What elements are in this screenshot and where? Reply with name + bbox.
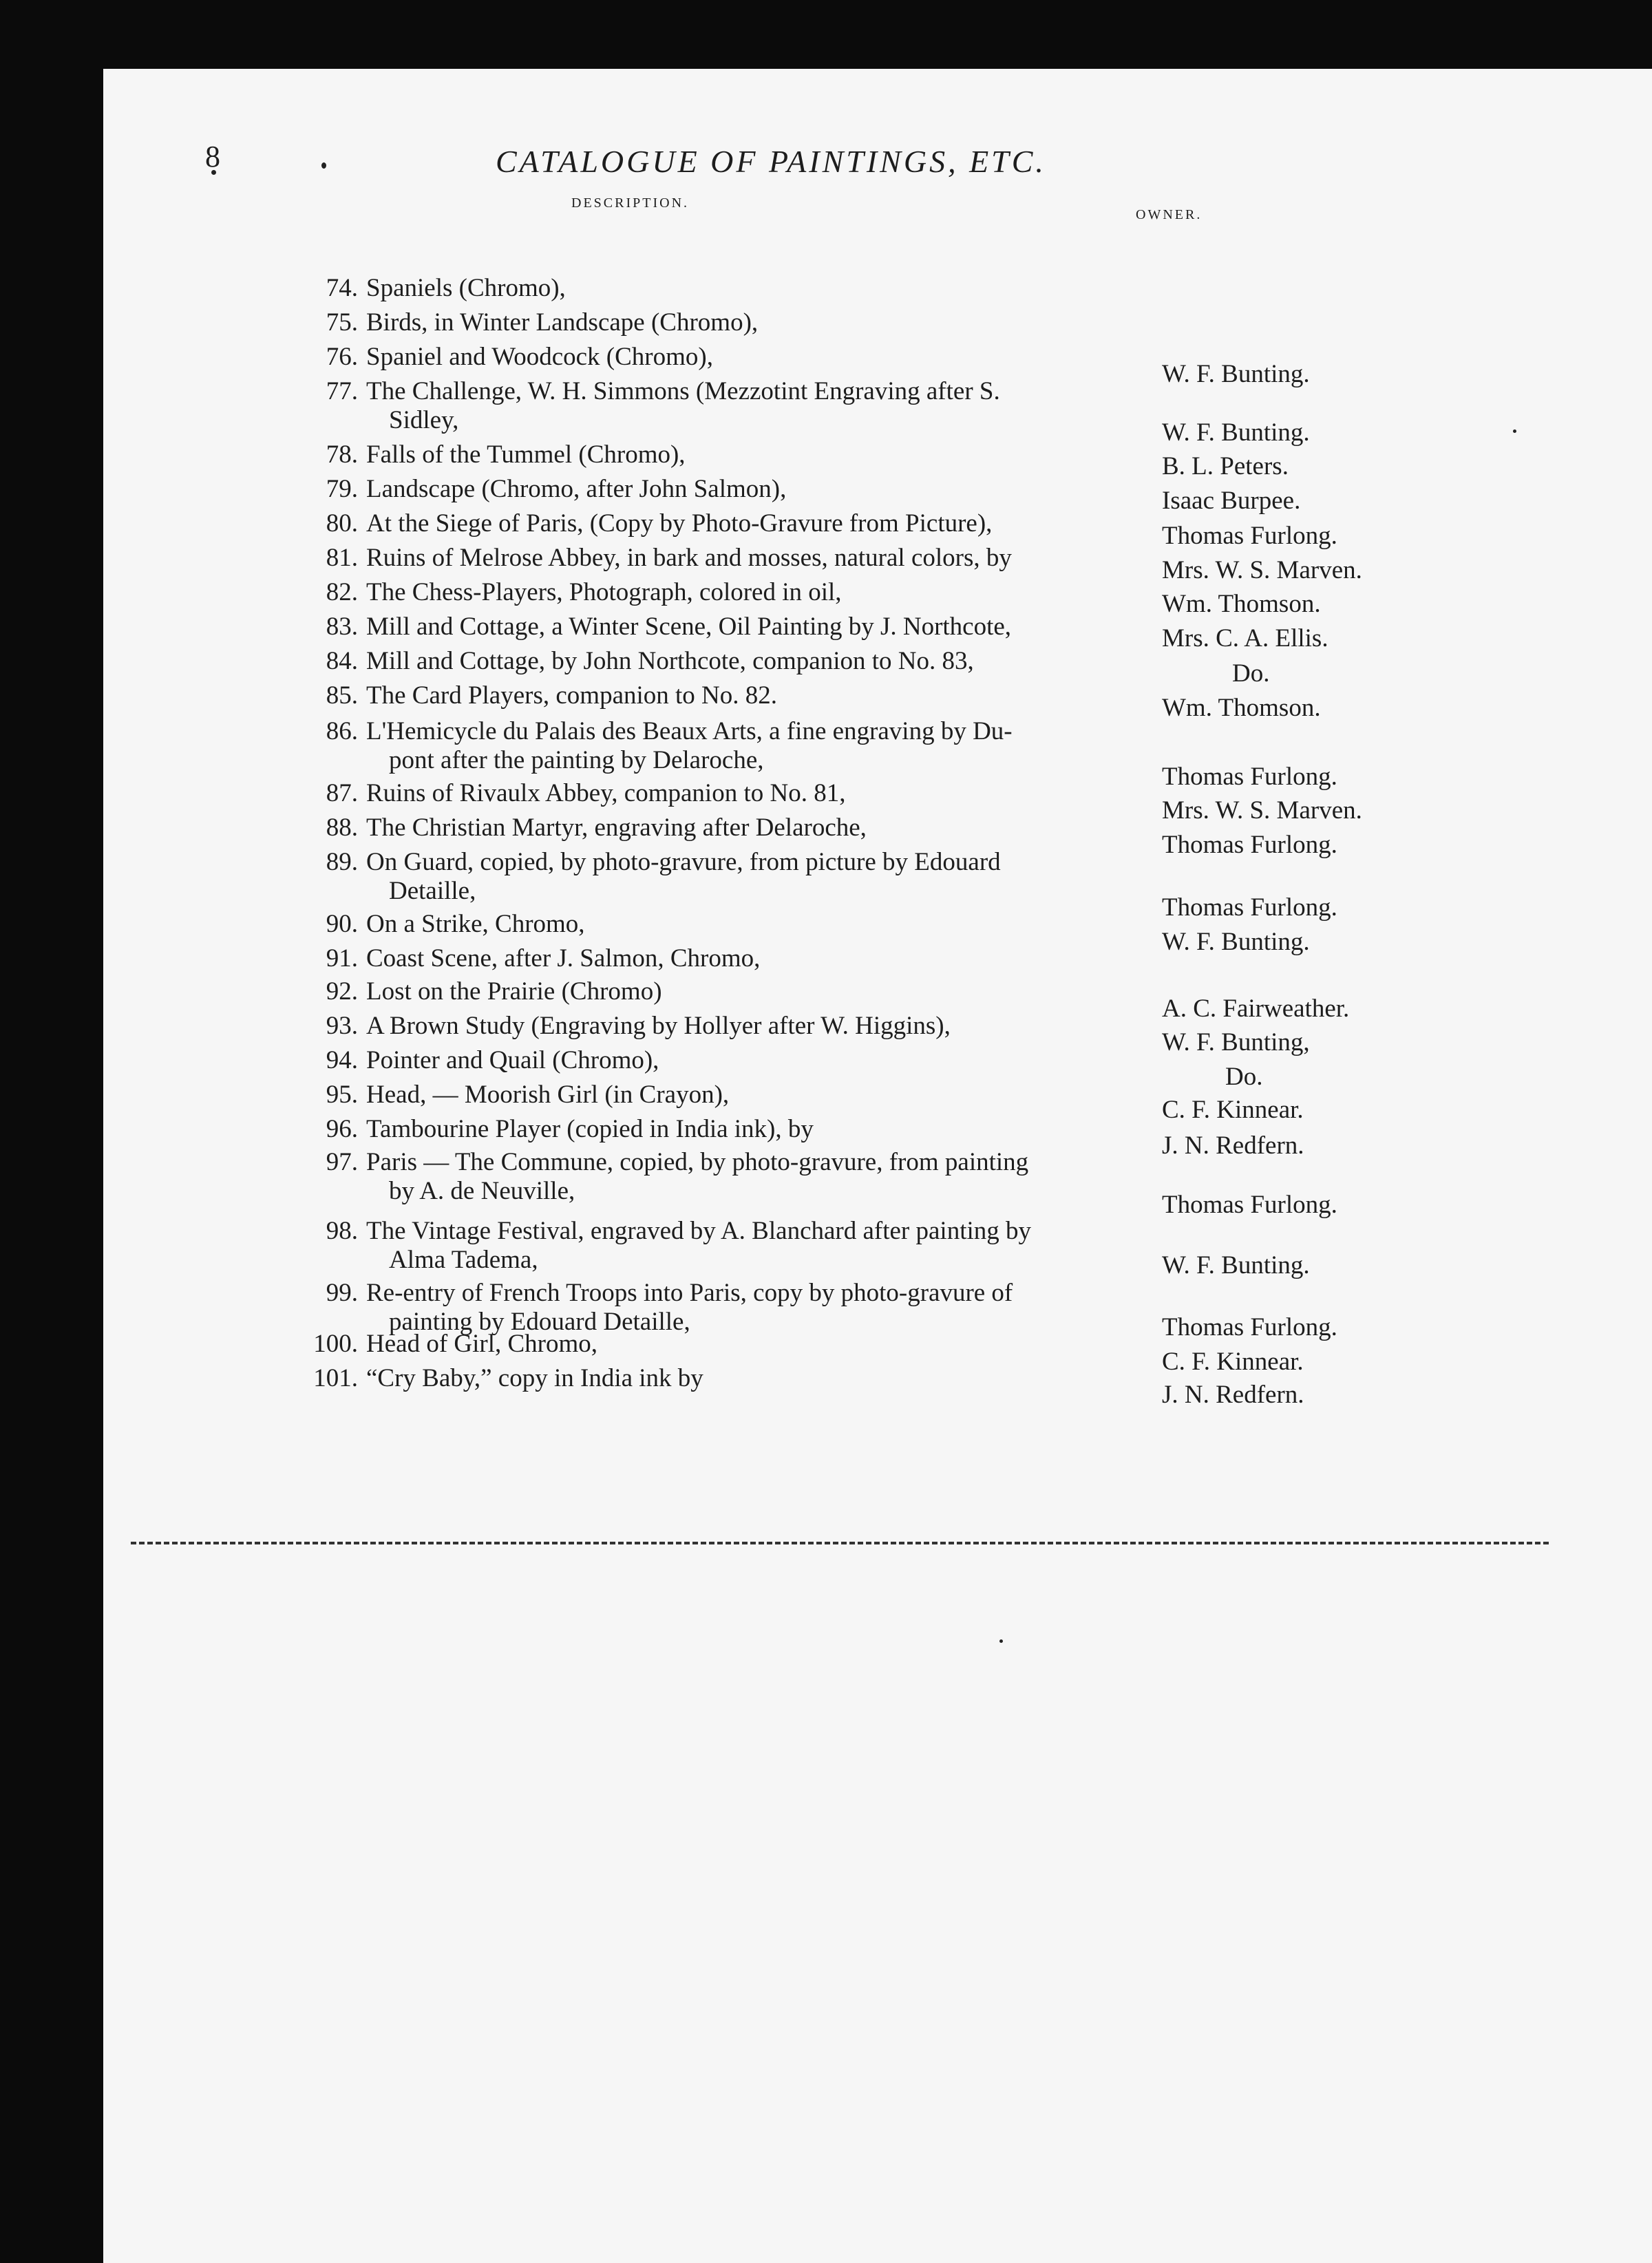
entry-owner: J. N. Redfern. xyxy=(1162,1381,1304,1409)
entry-description: Head of Girl, Chromo, xyxy=(366,1330,598,1358)
entry-description: Coast Scene, after J. Salmon, Chromo, xyxy=(366,944,761,973)
entry-number: 79. xyxy=(326,475,358,503)
entry-description: A Brown Study (Engraving by Hollyer after W. Higgins), xyxy=(366,1012,951,1040)
description-column-heading: DESCRIPTION. xyxy=(571,195,690,211)
entry-number: 78. xyxy=(326,440,358,469)
entry-description: Mill and Cottage, by John Northcote, companion to No. 83, xyxy=(366,647,974,675)
entry-owner: A. C. Fairweather. xyxy=(1162,995,1350,1023)
entry-owner: Thomas Furlong. xyxy=(1162,893,1337,922)
entry-owner: Wm. Thomson. xyxy=(1162,694,1321,722)
print-speck xyxy=(321,162,326,169)
entry-number: 74. xyxy=(326,274,358,302)
entry-description: The Challenge, W. H. Simmons (Mezzotint Engraving after S. xyxy=(366,377,1000,405)
entry-number: 75. xyxy=(326,308,358,337)
entry-description: Ruins of Rivaulx Abbey, companion to No. 81, xyxy=(366,779,846,807)
print-speck xyxy=(999,1639,1003,1643)
entry-description: Landscape (Chromo, after John Salmon), xyxy=(366,475,787,503)
entry-owner: W. F. Bunting. xyxy=(1162,360,1310,388)
entry-number: 89. xyxy=(326,848,358,876)
entry-description: Lost on the Prairie (Chromo) xyxy=(366,977,662,1006)
entry-owner: C. F. Kinnear. xyxy=(1162,1096,1304,1124)
entry-number: 76. xyxy=(326,343,358,371)
running-title: CATALOGUE OF PAINTINGS, ETC. xyxy=(496,144,1046,179)
entry-description-continuation: pont after the painting by Delaroche, xyxy=(389,746,764,774)
entry-description: Re-entry of French Troops into Paris, copy by photo-gravure of xyxy=(366,1279,1013,1307)
entry-description: Ruins of Melrose Abbey, in bark and mosses, natural colors, by xyxy=(366,544,1012,572)
entry-number: 101. xyxy=(313,1364,358,1392)
entry-number: 87. xyxy=(326,779,358,807)
entry-description-continuation: Detaille, xyxy=(389,877,476,905)
entry-description: L'Hemicycle du Palais des Beaux Arts, a fine engraving by Du- xyxy=(366,717,1013,745)
entry-owner: W. F. Bunting. xyxy=(1162,1251,1310,1279)
entry-description: Paris — The Commune, copied, by photo-gravure, from painting xyxy=(366,1148,1029,1176)
entry-description: Tambourine Player (copied in India ink), by xyxy=(366,1115,814,1143)
entry-description: At the Siege of Paris, (Copy by Photo-Gravure from Picture), xyxy=(366,509,993,538)
entry-description: Mill and Cottage, a Winter Scene, Oil Painting by J. Northcote, xyxy=(366,613,1012,641)
entry-number: 100. xyxy=(313,1330,358,1358)
entry-number: 99. xyxy=(326,1279,358,1307)
entry-number: 96. xyxy=(326,1115,358,1143)
entry-description: The Christian Martyr, engraving after Delaroche, xyxy=(366,814,867,842)
entry-number: 81. xyxy=(326,544,358,572)
entry-number: 91. xyxy=(326,944,358,973)
entry-number: 98. xyxy=(326,1217,358,1245)
entry-description: The Chess-Players, Photograph, colored in oil, xyxy=(366,578,842,606)
entry-number: 88. xyxy=(326,814,358,842)
entry-owner: Mrs. W. S. Marven. xyxy=(1162,556,1362,584)
entry-number: 84. xyxy=(326,647,358,675)
entry-owner: Mrs. C. A. Ellis. xyxy=(1162,624,1328,652)
entry-owner: Do. xyxy=(1232,659,1270,688)
entry-description: Head, — Moorish Girl (in Crayon), xyxy=(366,1081,730,1109)
entry-number: 80. xyxy=(326,509,358,538)
entry-owner: B. L. Peters. xyxy=(1162,452,1289,480)
entry-description-continuation: by A. de Neuville, xyxy=(389,1177,575,1205)
entry-description: Pointer and Quail (Chromo), xyxy=(366,1046,659,1074)
entry-description: The Card Players, companion to No. 82. xyxy=(366,681,778,710)
entry-owner: C. F. Kinnear. xyxy=(1162,1348,1304,1376)
entry-number: 93. xyxy=(326,1012,358,1040)
entry-owner: Thomas Furlong. xyxy=(1162,1313,1337,1341)
page-number: 8 xyxy=(205,140,220,173)
entry-owner: Isaac Burpee. xyxy=(1162,487,1301,515)
entry-owner: Thomas Furlong. xyxy=(1162,522,1337,550)
entry-owner: Thomas Furlong. xyxy=(1162,763,1337,791)
entry-owner: W. F. Bunting. xyxy=(1162,418,1310,447)
entry-number: 94. xyxy=(326,1046,358,1074)
entry-description: On a Strike, Chromo, xyxy=(366,910,585,938)
entry-owner: Do. xyxy=(1225,1063,1263,1091)
entry-owner: Thomas Furlong. xyxy=(1162,1191,1337,1219)
entry-description-continuation: Alma Tadema, xyxy=(389,1246,538,1274)
entry-number: 90. xyxy=(326,910,358,938)
entry-owner: W. F. Bunting, xyxy=(1162,1028,1310,1056)
entry-owner: Wm. Thomson. xyxy=(1162,590,1321,618)
entry-number: 97. xyxy=(326,1148,358,1176)
entry-description: Spaniel and Woodcock (Chromo), xyxy=(366,343,713,371)
entry-description: On Guard, copied, by photo-gravure, from picture by Edouard xyxy=(366,848,1001,876)
entry-number: 77. xyxy=(326,377,358,405)
entry-description: Falls of the Tummel (Chromo), xyxy=(366,440,686,469)
entry-owner: W. F. Bunting. xyxy=(1162,928,1310,956)
entry-description: Spaniels (Chromo), xyxy=(366,274,566,302)
entry-number: 83. xyxy=(326,613,358,641)
entry-description: “Cry Baby,” copy in India ink by xyxy=(366,1364,703,1392)
entry-number: 82. xyxy=(326,578,358,606)
entry-description-continuation: painting by Edouard Detaille, xyxy=(389,1308,690,1336)
entry-number: 86. xyxy=(326,717,358,745)
entry-number: 92. xyxy=(326,977,358,1006)
entry-description: The Vintage Festival, engraved by A. Blanchard after painting by xyxy=(366,1217,1032,1245)
page-divider-rule xyxy=(131,1542,1549,1544)
entry-owner: Mrs. W. S. Marven. xyxy=(1162,796,1362,825)
print-speck xyxy=(1513,429,1516,433)
entry-number: 95. xyxy=(326,1081,358,1109)
owner-column-heading: OWNER. xyxy=(1136,207,1203,222)
entry-owner: Thomas Furlong. xyxy=(1162,831,1337,859)
entry-description-continuation: Sidley, xyxy=(389,406,459,434)
entry-number: 85. xyxy=(326,681,358,710)
entry-owner: J. N. Redfern. xyxy=(1162,1132,1304,1160)
entry-description: Birds, in Winter Landscape (Chromo), xyxy=(366,308,759,337)
